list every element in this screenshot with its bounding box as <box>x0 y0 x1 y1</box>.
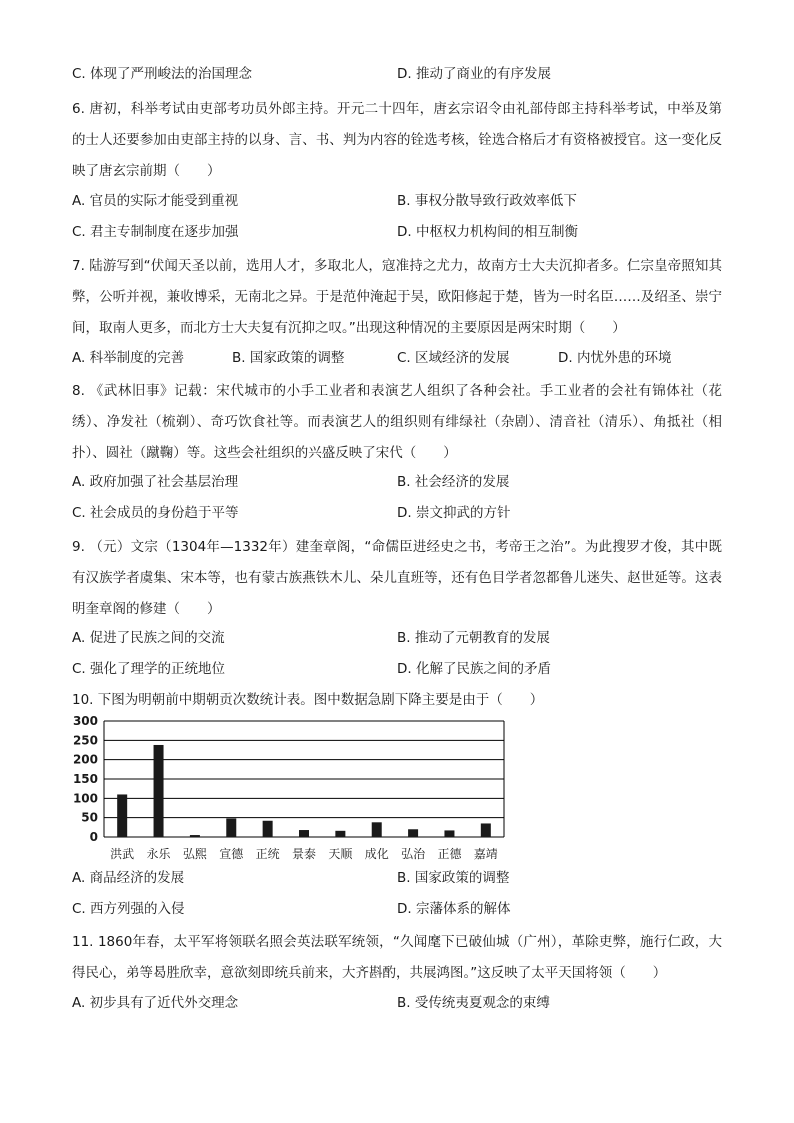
x-tick-label: 天顺 <box>328 847 353 861</box>
q7-option-c: C. 区域经济的发展 <box>397 350 510 366</box>
q8-option-b: B. 社会经济的发展 <box>397 474 510 490</box>
q8-stem: 8. 《武林旧事》记载：宋代城市的小手工业者和表演艺人组织了各种会社。手工业者的会社有锦体社（花绣）、净发社（梳剃）、奇巧饮食社等。而表演艺人的组织则有绯绿社（杂剧）、清音社（清乐）、角抵社（相扑）、圆社（蹴鞠）等。这些会社组织的兴盛反映了宋代（ ） <box>72 383 722 461</box>
q11-option-a: A. 初步具有了近代外交理念 <box>72 995 239 1011</box>
q9-option-d: D. 化解了民族之间的矛盾 <box>397 661 551 677</box>
q5-option-d: D. 推动了商业的有序发展 <box>397 66 551 82</box>
q9-option-c: C. 强化了理学的正统地位 <box>72 661 226 677</box>
q10-option-d: D. 宗藩体系的解体 <box>397 901 511 917</box>
q11-stem: 11. 1860年春，太平军将领联名照会英法联军统领，“久闻麾下已破仙城（广州），革除吏弊，施行仁政，大得民心，弟等曷胜欣幸，意欲刻即统兵前来，大齐斟酌，共展鸿图。”这反映了太平天国将领（ ） <box>72 934 722 981</box>
q9-stem: 9. （元）文宗（1304年—1332年）建奎章阁，“命儒臣进经史之书，考帝王之治”。为此搜罗才俊，其中既有汉族学者虞集、宋本等，也有蒙古族燕铁木儿、朵儿直班等，还有色目学者忽都鲁儿迷失、赵世延等。这表明奎章阁的修建（ ） <box>72 539 722 617</box>
q6-option-c: C. 君主专制制度在逐步加强 <box>72 224 239 240</box>
x-tick-label: 弘治 <box>401 847 426 861</box>
q8-option-d: D. 崇文抑武的方针 <box>397 505 511 521</box>
q10-option-b: B. 国家政策的调整 <box>397 870 510 886</box>
q10-option-a: A. 商品经济的发展 <box>72 870 185 886</box>
y-tick-label: 150 <box>72 772 98 786</box>
bar <box>481 823 491 837</box>
q7-option-a: A. 科举制度的完善 <box>72 350 185 366</box>
q7-option-d: D. 内忧外患的环境 <box>558 350 672 366</box>
bar <box>299 830 309 837</box>
q9-option-a: A. 促进了民族之间的交流 <box>72 630 225 646</box>
q6-option-d: D. 中枢权力机构间的相互制衡 <box>397 224 578 240</box>
bar <box>117 794 127 837</box>
bar <box>335 831 345 837</box>
x-tick-label: 宣德 <box>219 847 244 861</box>
bar <box>408 829 418 837</box>
q7-stem: 7. 陆游写到“伏闻天圣以前，选用人才，多取北人，寇准持之尤力，故南方士大夫沉抑者多。仁宗皇帝照知其弊，公听并视，兼收博采，无南北之异。于是范仲淹起于吴，欧阳修起于楚，皆为一时名臣……及绍圣、崇宁间，取南人更多，而北方士大夫复有沉抑之叹。”出现这种情况的主要原因是两宋时期（ ） <box>72 258 722 336</box>
q6-option-b: B. 事权分散导致行政效率低下 <box>397 193 577 209</box>
bar <box>154 745 164 837</box>
x-tick-label: 正统 <box>255 847 280 861</box>
q7-option-b: B. 国家政策的调整 <box>232 350 345 366</box>
tribute-count-bar-chart <box>72 715 512 865</box>
q5-option-c: C. 体现了严刑峻法的治国理念 <box>72 66 253 82</box>
q8-option-c: C. 社会成员的身份趋于平等 <box>72 505 239 521</box>
x-tick-label: 景泰 <box>291 847 317 861</box>
q6-option-a: A. 官员的实际才能受到重视 <box>72 193 239 209</box>
x-tick-label: 永乐 <box>146 847 171 861</box>
bar <box>263 821 273 837</box>
y-tick-label: 200 <box>72 752 98 767</box>
y-tick-label: 50 <box>81 810 98 825</box>
y-tick-label: 300 <box>72 715 98 728</box>
x-tick-label: 正德 <box>437 847 462 861</box>
bar <box>226 818 236 837</box>
q9-option-b: B. 推动了元朝教育的发展 <box>397 630 550 646</box>
q8-option-a: A. 政府加强了社会基层治理 <box>72 474 239 490</box>
q11-option-b: B. 受传统夷夏观念的束缚 <box>397 995 550 1011</box>
q10-stem: 10. 下图为明朝前中期朝贡次数统计表。图中数据急剧下降主要是由于（ ） <box>72 692 544 708</box>
bar <box>190 835 200 837</box>
q10-option-c: C. 西方列强的入侵 <box>72 901 185 917</box>
y-tick-label: 0 <box>89 830 98 844</box>
q6-stem: 6. 唐初，科举考试由吏部考功员外郎主持。开元二十四年，唐玄宗诏令由礼部侍郎主持科举考试，中举及第的士人还要参加由吏部主持的以身、言、书、判为内容的铨选考核，铨选合格后才有资格被授官。这一变化反映了唐玄宗前期（ ） <box>72 101 722 179</box>
bar <box>444 830 454 837</box>
x-tick-label: 洪武 <box>110 847 135 861</box>
y-tick-label: 250 <box>72 733 98 748</box>
bar <box>372 822 382 837</box>
x-tick-label: 成化 <box>364 847 389 861</box>
x-tick-label: 嘉靖 <box>473 847 498 861</box>
y-tick-label: 100 <box>72 791 98 806</box>
x-tick-label: 弘熙 <box>182 847 207 861</box>
